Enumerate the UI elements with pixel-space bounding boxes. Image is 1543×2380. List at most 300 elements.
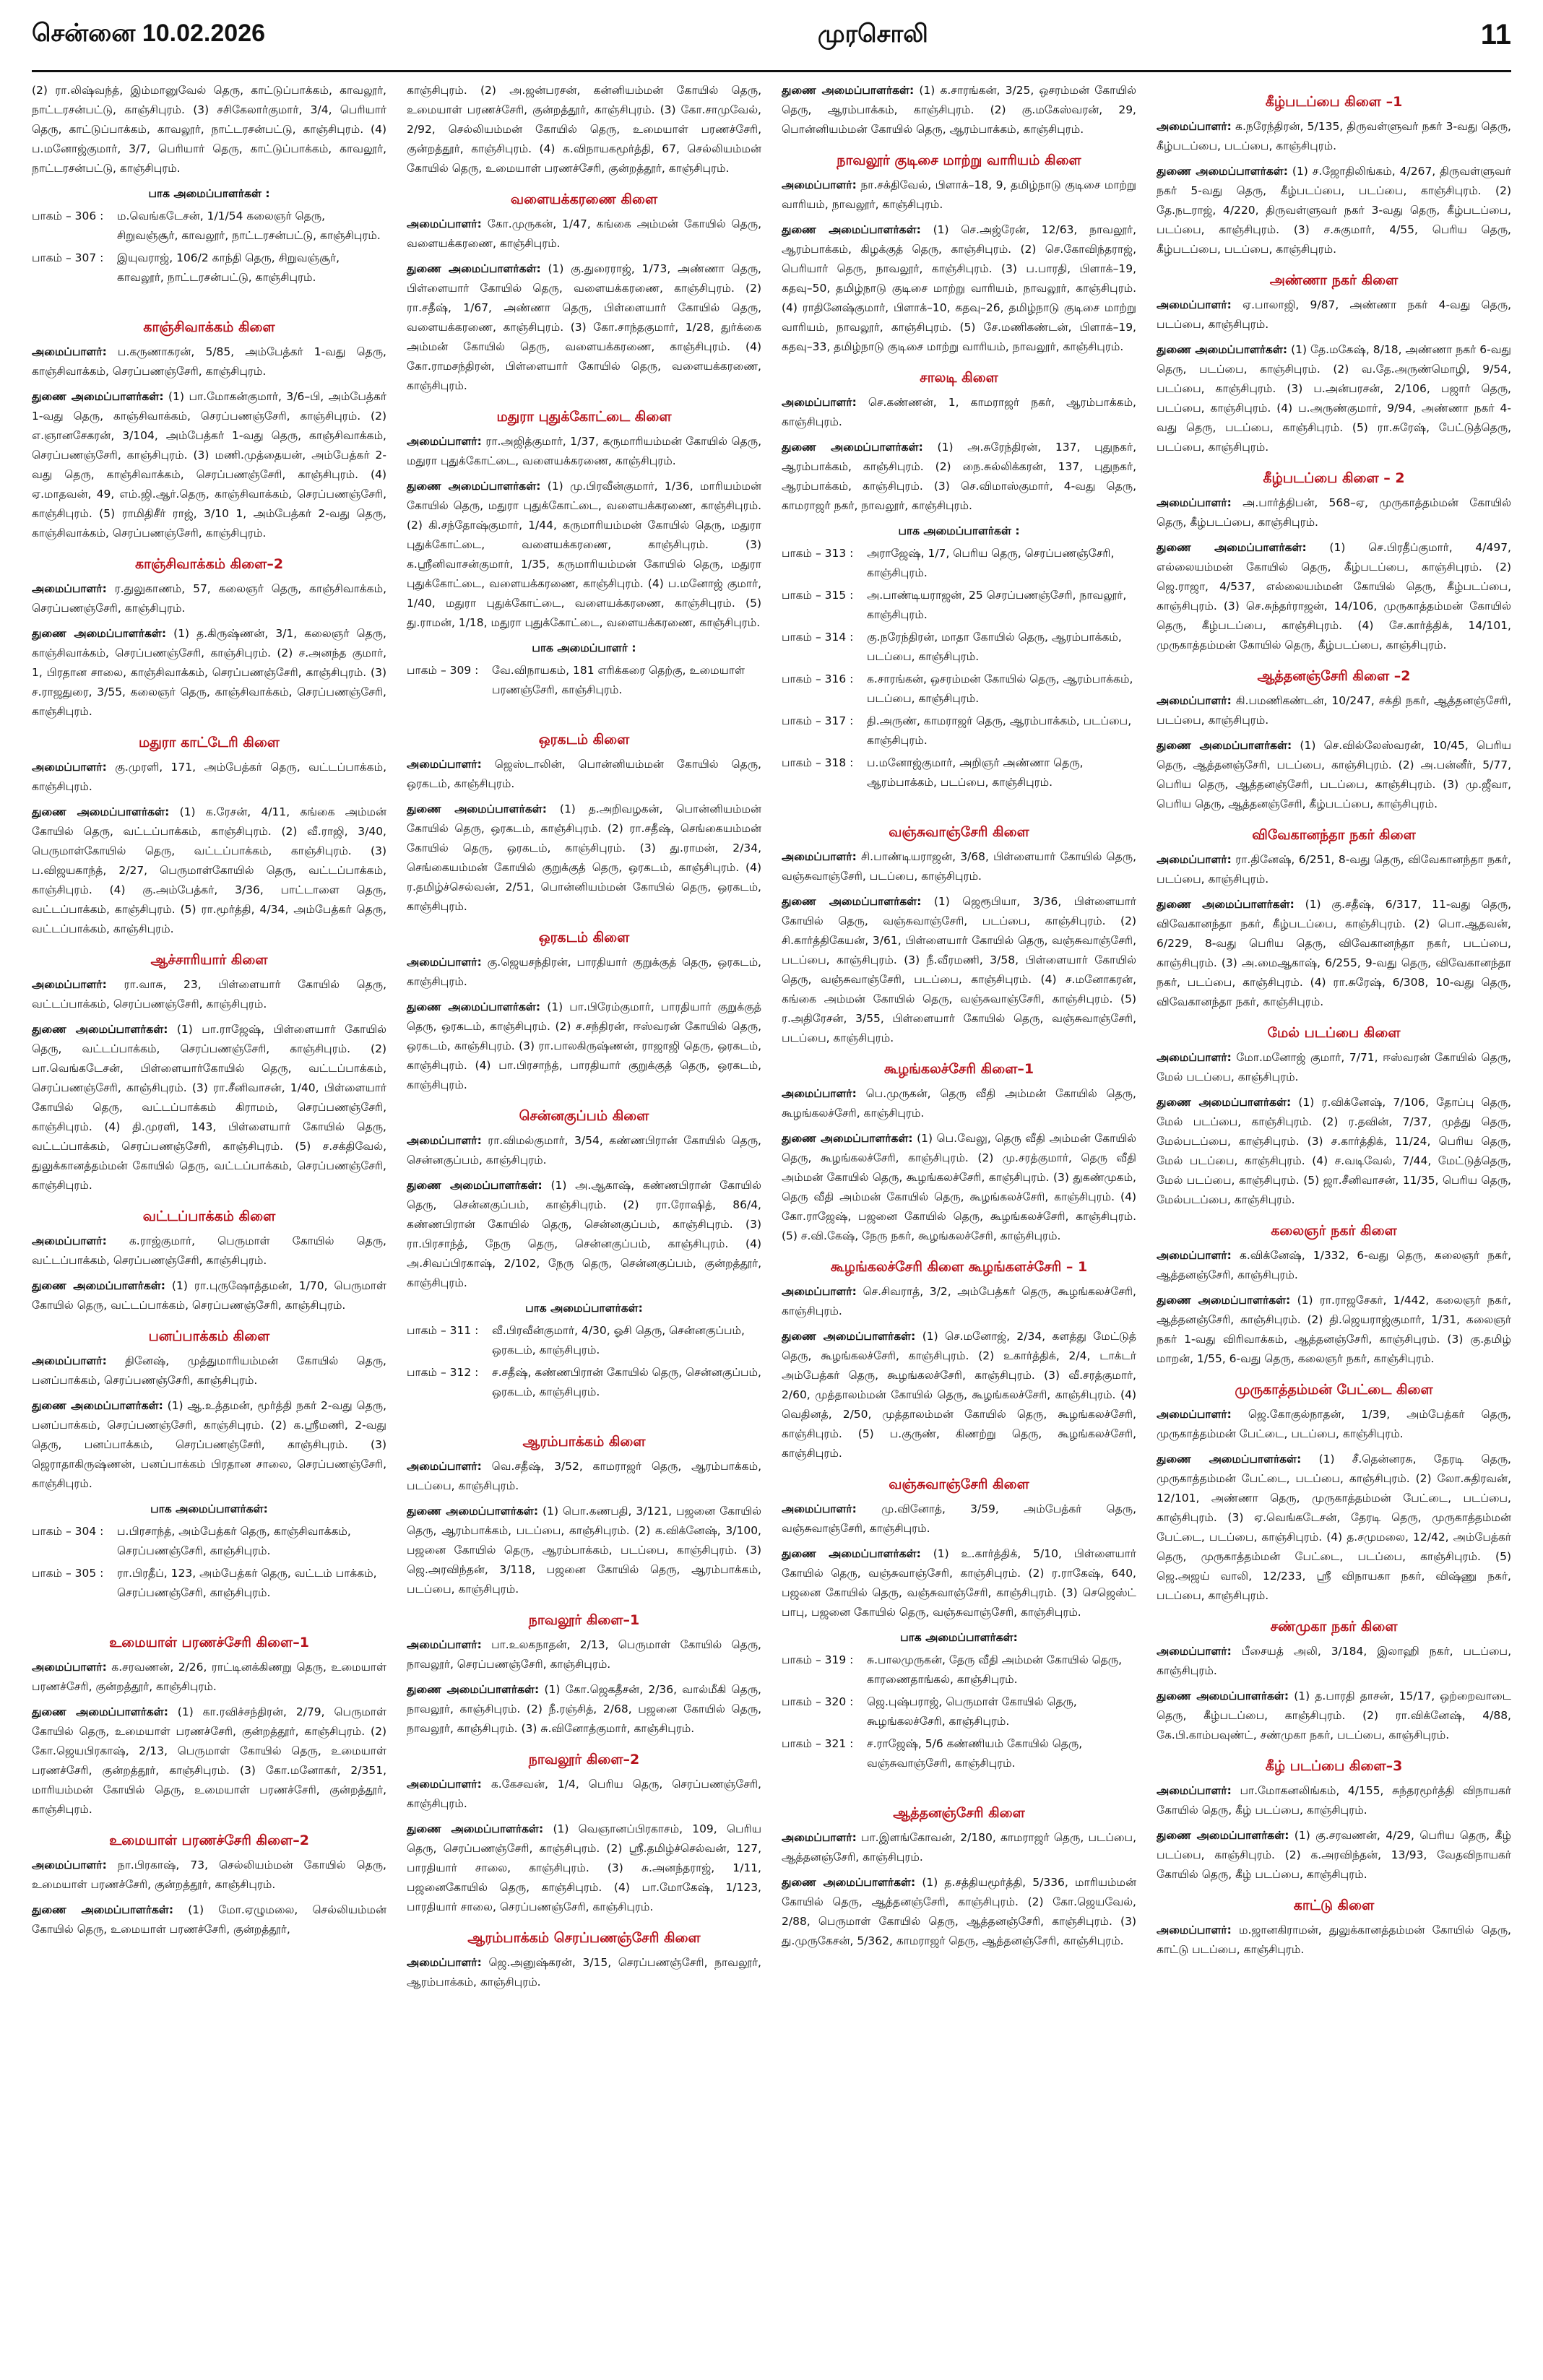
role-label: துணை அமைப்பாளர்கள்:	[782, 223, 921, 236]
role-label: அமைப்பாளர்:	[1157, 1051, 1232, 1064]
entry-paragraph	[1157, 1093, 1511, 1210]
booth-entry	[782, 753, 1136, 792]
entry-text: கு.ஜெயசந்திரன், பாரதியார் குறுக்குத் தெரு, ஒரகடம், காஞ்சிபுரம்.	[407, 956, 761, 988]
booth-number: பாகம் – 304 :	[32, 1525, 104, 1538]
section-heading: ஆரம்பாக்கம் கிளை	[522, 1434, 646, 1450]
booth-text: வே.விநாயகம், 181 எரிக்கரை தெற்கு, உமையாள் பரணஞ்சேரி, காஞ்சிபுரம்.	[492, 664, 745, 696]
role-label: அமைப்பாளர்:	[1157, 694, 1232, 707]
booth-text: ப.பிரசாந்த், அம்பேத்கர் தெரு, காஞ்சிவாக்கம், செரப்பணஞ்சேரி, காஞ்சிபுரம்.	[117, 1525, 351, 1557]
booth-text: ஜெ.புஷ்பராஜ், பெருமாள் கோயில் தெரு, கூழங்கலச்சேரி, காஞ்சிபுரம்.	[867, 1695, 1077, 1728]
booth-text: சு.பாலமுருகன், தேரு வீதி அம்மன் கோயில் தெரு, காரணைதாங்கல், காஞ்சிபுரம்.	[867, 1653, 1123, 1686]
section-heading: காட்டு கிளை	[1293, 1897, 1375, 1913]
section-heading: நாவலூர் குடிசை மாற்று வாரியம் கிளை	[837, 152, 1081, 168]
entry-text: (1) கோ.ஜெகதீசன், 2/36, வால்மீகி தெரு, நாவலூர், காஞ்சிபுரம். (2) நீ.ரஞ்சித், 2/68, பஜனை கோயில் தெரு, நாவலூர், காஞ்சிபுரம். (3) சு.வினோத்குமார், காஞ்சிபுரம்.	[407, 1683, 761, 1735]
role-label: அமைப்பாளர்:	[782, 178, 857, 191]
section-heading: காஞ்சிவாக்கம் கிளை	[143, 319, 275, 335]
booth-text: ரா.பிரதீப், 123, அம்பேத்கர் தெரு, வட்டம் பாக்கம், செரப்பணஞ்சேரி, காஞ்சிபுரம்.	[117, 1567, 377, 1599]
entry-paragraph	[32, 1702, 386, 1819]
entry-paragraph	[407, 1775, 761, 1814]
section-heading: அண்ணா நகர் கிளை	[1269, 272, 1399, 288]
entry-text: (1) பொ.கணபதி, 3/121, பஜனை கோயில் தெரு, ஆரம்பாக்கம், படப்பை, காஞ்சிபுரம். (2) க.விக்னேஷ், 3/100, பஜனை கோயில் தெரு, ஆரம்பாக்கம், படப்பை, காஞ்சிபுரம். (3) ஜெ.அரவிந்தன், 3/118, பஜனை கோயில் தெரு, ஆரம்பாக்கம், படப்பை, காஞ்சிபுரம்.	[407, 1505, 761, 1596]
booth-entry	[782, 1734, 1136, 1773]
entry-text: பா.மோகனலிங்கம், 4/155, சுந்தரமூர்த்தி விநாயகர் கோயில் தெரு, கீழ் படப்பை, காஞ்சிபுரம்.	[1157, 1784, 1511, 1817]
column-2	[407, 81, 761, 2369]
role-label: துணை அமைப்பாளர்கள்:	[32, 1279, 165, 1292]
section-heading: ஆத்தனஞ்சேரி கிளை	[893, 1805, 1025, 1821]
subsection-heading: பாக அமைப்பாளர்கள்:	[900, 1631, 1018, 1644]
entry-paragraph	[1157, 850, 1511, 889]
entry-text: ஜெ.கோகுல்நாதன், 1/39, அம்பேத்கர் தெரு, முருகாத்தம்மன் பேட்டை, படப்பை, காஞ்சிபுரம்.	[1157, 1408, 1511, 1440]
entry-text: (1) வெஞானப்பிரகாசம், 109, பெரிய தெரு, செரப்பணஞ்சேரி, காஞ்சிபுரம். (2) ஸ்ரீ.தமிழ்ச்செல்வன், 127, பாரதியார் சாலை, காஞ்சிபுரம். (3) சு.அனந்தராஜ், 1/11, பஜனைகோயில் தெரு, காஞ்சிபுரம். (4) பா.மோகேஷ், 1/123, பாரதியார் சாலை, செரப்பணஞ்சேரி, காஞ்சிபுரம்.	[407, 1822, 761, 1913]
role-label: அமைப்பாளர்:	[407, 217, 482, 230]
section-heading: வஞ்சுவாஞ்சேரி கிளை	[889, 824, 1029, 840]
booth-entry	[407, 1363, 761, 1402]
role-label: அமைப்பாளர்:	[1157, 1249, 1232, 1262]
subsection-heading: பாக அமைப்பாளர் :	[532, 641, 636, 654]
booth-entry	[407, 1321, 761, 1360]
entry-text: பா.இளங்கோவன், 2/180, காமராஜர் தெரு, படப்பை, ஆத்தனஞ்சேரி, காஞ்சிபுரம்.	[782, 1831, 1136, 1864]
role-label: துணை அமைப்பாளர்கள்:	[782, 84, 915, 97]
role-label: துணை அமைப்பாளர்கள்:	[782, 1547, 921, 1560]
entry-text: ம.ஜானகிராமன், துலுக்கானத்தம்மன் கோயில் தெரு, காட்டு படப்பை, காஞ்சிபுரம்.	[1157, 1924, 1511, 1956]
section-heading: வஞ்சுவாஞ்சேரி கிளை	[889, 1476, 1029, 1492]
entry-paragraph	[782, 176, 1136, 215]
entry-paragraph	[1157, 1048, 1511, 1087]
entry-text: அ.பார்த்திபன், 568–ஏ, முருகாத்தம்மன் கோயில் தெரு, கீழ்படப்பை, காஞ்சிபுரம்.	[1157, 496, 1511, 529]
role-label: அமைப்பாளர்:	[782, 850, 857, 863]
booth-number: பாகம் – 319 :	[782, 1653, 854, 1666]
entry-paragraph	[32, 1900, 386, 1939]
booth-number: பாகம் – 321 :	[782, 1737, 854, 1750]
role-label: அமைப்பாளர்:	[782, 1087, 857, 1100]
entry-text: (1) கு.சதீஷ், 6/317, 11-வது தெரு, விவேகானந்தா நகர், கீழ்படப்பை, காஞ்சிபுரம். (2) பொ.ஆதவன், 6/229, 8-வது பெரிய தெரு, விவேகானந்தா நகர், படப்பை, காஞ்சிபுரம். (3) அ.மைஆகாஷ், 6/255, 9-வது தெரு, விவேகானந்தா நகர், படப்பை, காஞ்சிபுரம். (4) ரா.சுரேஷ், 6/308, 10-வது தெரு, விவேகானந்தா நகர், காஞ்சிபுரம்.	[1157, 898, 1511, 1008]
entry-paragraph	[32, 624, 386, 722]
section-heading: கீழ் படப்பை கிளை–3	[1265, 1758, 1403, 1774]
entry-text: செ.சிவராத், 3/2, அம்பேத்கர் தெரு, கூழங்கலச்சேரி, காஞ்சிபுரம்.	[782, 1285, 1136, 1317]
entry-paragraph	[407, 1635, 761, 1674]
entry-text: க.விக்னேஷ், 1/332, 6-வது தெரு, கலைஞர் நகர், ஆத்தனஞ்சேரி, காஞ்சிபுரம்.	[1157, 1249, 1511, 1281]
entry-text: (1) செ.மனோஜ், 2/34, களத்து மேட்டுத் தெரு, கூழங்கலச்சேரி, காஞ்சிபுரம். (2) உகார்த்திக், 2/4, டாக்டர் அம்பேத்கர் தெரு, கூழங்கலச்சேரி, காஞ்சிபுரம். (3) வீ.சரத்குமார், 2/60, முத்தாலம்மன் கோயில் தெரு, கூழங்கலச்சேரி, காஞ்சிபுரம். (4) வெதினத், 2/50, முத்தாலம்மன் கோயில் தெரு, கூழங்கலச்சேரி, காஞ்சிபுரம். (5) ப.குருண், கிணற்று தெரு, கூழங்கலச்சேரி, காஞ்சிபுரம்.	[782, 1330, 1136, 1460]
entry-text: மு.வினோத், 3/59, அம்பேத்கர் தெரு, வஞ்சுவாஞ்சேரி, காஞ்சிபுரம்.	[782, 1502, 1136, 1535]
entry-text: (1) செ.வில்லேஸ்வரன், 10/45, பெரிய தெரு, ஆத்தனஞ்சேரி, படப்பை, காஞ்சிபுரம். (2) அ.பன்னீர், 5/77, பெரிய தெரு, ஆத்தனஞ்சேரி, படப்பை, காஞ்சிபுரம். (3) மு.ஜீவா, பெரிய தெரு, ஆத்தனஞ்சேரி, கீழ்படப்பை, காஞ்சிபுரம்.	[1157, 739, 1511, 810]
role-label: அமைப்பாளர்:	[32, 1858, 107, 1871]
entry-paragraph	[32, 1232, 386, 1271]
section-heading: மதுரா காட்டேரி கிளை	[139, 735, 280, 750]
booth-text: அ.பாண்டியராஜன், 25 செரப்பணஞ்சேரி, நாவலூர், காஞ்சிபுரம்.	[867, 589, 1127, 621]
entry-paragraph	[1157, 117, 1511, 156]
entry-text: (1) அ.சுரேந்திரன், 137, புதுநகர், ஆரம்பாக்கம், காஞ்சிபுரம். (2) நை.சுல்லிக்கரன், 137, புதுநகர், ஆரம்பாக்கம், காஞ்சிபுரம். (3) செ.விமாஸ்குமார், 4-வது தெரு, காமராஜர் நகர், நாவலூர், காஞ்சிபுரம்.	[782, 441, 1136, 512]
booth-entry	[782, 1692, 1136, 1731]
entry-paragraph	[32, 1856, 386, 1895]
role-label: துணை அமைப்பாளர்கள்:	[407, 1000, 541, 1013]
booth-text: க.சாரங்கன், ஒசரம்மன் கோயில் தெரு, ஆரம்பாக்கம், படப்பை, காஞ்சிபுரம்.	[867, 672, 1133, 705]
entry-paragraph	[1157, 691, 1511, 730]
spacer	[32, 1606, 386, 1622]
booth-number: பாகம் – 313 :	[782, 547, 854, 560]
section-heading: கீழ்படப்பை கிளை –1	[1265, 94, 1403, 110]
entry-paragraph	[407, 259, 761, 396]
booth-number: பாகம் – 307 :	[32, 251, 104, 264]
role-label: அமைப்பாளர்:	[1157, 120, 1232, 133]
entry-text: (1) பா.ராஜேஷ், பிள்ளையார் கோயில் தெரு, வட்டப்பாக்கம், செரப்பணஞ்சேரி, காஞ்சிபுரம். (2) பா.வெங்கடேசன், பிள்ளையார்கோயில் தெரு, வட்டப்பாக்கம், செரப்பணஞ்சேரி, காஞ்சிபுரம். (3) ரா.சீனிவாசன், 1/40, பிள்ளையார் கோயில் தெரு, வட்டப்பாக்கம் கிராமம், செரப்பணஞ்சேரி, காஞ்சிபுரம். (4) தி.முரளி, 143, பிள்ளையார் கோயில் தெரு, வட்டப்பாக்கம், செரப்பணஞ்சேரி, காஞ்சிபுரம். (5) ச.சக்திவேல், துலுக்கானத்தம்மன் கோயில் தெரு, வட்டப்பாக்கம், செரப்பணஞ்சேரி, காஞ்சிபுரம்.	[32, 1023, 386, 1192]
column-3	[782, 81, 1136, 2369]
entry-paragraph	[1157, 538, 1511, 655]
entry-paragraph	[1157, 736, 1511, 814]
column-1	[32, 81, 386, 2369]
subsection-heading: பாக அமைப்பாளர்கள் :	[148, 187, 270, 200]
entry-text: தினேஷ், முத்துமாரியம்மன் கோயில் தெரு, பனப்பாக்கம், செரப்பணஞ்சேரி, காஞ்சிபுரம்.	[32, 1354, 386, 1387]
entry-paragraph	[782, 892, 1136, 1048]
entry-text: சி.பாண்டியராஜன், 3/68, பிள்ளையார் கோயில் தெரு, வஞ்சுவாஞ்சேரி, படப்பை, காஞ்சிபுரம்.	[782, 850, 1136, 883]
section-heading: கூழங்கலச்சேரி கிளை–1	[883, 1061, 1034, 1077]
entry-paragraph	[1157, 295, 1511, 334]
entry-text: (1) க.சாரங்கன், 3/25, ஒசரம்மன் கோயில் தெரு, ஆரம்பாக்கம், காஞ்சிபுரம். (2) கு.மகேஸ்வரன், 29, பொன்னியம்மன் கோயில் தெரு, ஆரம்பாக்கம், காஞ்சிபுரம்.	[782, 84, 1136, 136]
role-label: அமைப்பாளர்:	[1157, 1408, 1232, 1421]
booth-text: ம.வெங்கடேசன், 1/1/54 கலைஞர் தெரு, சிறுவஞ்சூர், காவலூர், நாட்டரசன்பட்டு, காஞ்சிபுரம்.	[117, 209, 381, 242]
entry-paragraph	[1157, 1291, 1511, 1369]
booth-number: பாகம் – 318 :	[782, 756, 854, 769]
entry-text: நா.பிரகாஷ், 73, செல்லியம்மன் கோயில் தெரு, உமையாள் பரணச்சேரி, குன்றத்தூர், காஞ்சிபுரம்.	[32, 1858, 386, 1891]
spacer	[782, 1776, 1136, 1792]
booth-number: பாகம் – 312 :	[407, 1366, 479, 1379]
entry-text: ர.துலுகாணம், 57, கலைஞர் தெரு, காஞ்சிவாக்கம், செரப்பணஞ்சேரி, காஞ்சிபுரம்.	[32, 582, 386, 615]
booth-text: ச.ராஜேஷ், 5/6 கண்ணியம் கோயில் தெரு, வஞ்சுவாஞ்சேரி, காஞ்சிபுரம்.	[867, 1737, 1083, 1770]
entry-paragraph	[32, 342, 386, 381]
role-label: அமைப்பாளர்:	[407, 1778, 482, 1791]
role-label: துணை அமைப்பாளர்கள்:	[1157, 165, 1288, 178]
entry-text: ரா.தினேஷ், 6/251, 8-வது தெரு, விவேகானந்தா நகர், படப்பை, காஞ்சிபுரம்.	[1157, 853, 1511, 886]
section-heading: கீழ்படப்பை கிளை – 2	[1263, 470, 1405, 486]
entry-paragraph	[1157, 1246, 1511, 1285]
entry-paragraph	[1157, 1921, 1511, 1960]
section-heading: கூழங்கலச்சேரி கிளை கூழங்களச்சேரி – 1	[830, 1259, 1088, 1275]
entry-paragraph	[782, 1873, 1136, 1951]
entry-text: ஏ.பாலாஜி, 9/87, அண்ணா நகர் 4-வது தெரு, படப்பை, காஞ்சிபுரம்.	[1157, 298, 1511, 331]
entry-paragraph	[407, 1502, 761, 1599]
section-heading: வளையக்கரணை கிளை	[510, 191, 658, 207]
role-label: துணை அமைப்பாளர்கள்:	[32, 627, 167, 640]
section-heading: ஒரகடம் கிளை	[538, 930, 630, 945]
entry-text: (1) ரா.புருஷோத்தமன், 1/70, பெருமாள் கோயில் தெரு, வட்டப்பாக்கம், செரப்பணஞ்சேரி, காஞ்சிபுரம்.	[32, 1279, 386, 1312]
booth-text: அராஜேஷ், 1/7, பெரிய தெரு, செரப்பணஞ்சேரி, காஞ்சிபுரம்.	[867, 547, 1115, 579]
entry-paragraph	[32, 579, 386, 618]
section-heading: ஆச்சாரியார் கிளை	[150, 952, 268, 968]
booth-entry	[782, 586, 1136, 625]
role-label: துணை அமைப்பாளர்கள்:	[782, 1132, 913, 1145]
entry-paragraph	[407, 1131, 761, 1170]
role-label: அமைப்பாளர்:	[407, 956, 482, 969]
booth-number: பாகம் – 311 :	[407, 1324, 479, 1337]
booth-entry	[32, 1564, 386, 1603]
role-label: அமைப்பாளர்:	[782, 1285, 857, 1298]
entry-text: நா.சக்திவேல், பிளாக்–18, 9, தமிழ்நாடு குடிசை மாற்று வாரியம், நாவலூர், காஞ்சிபுரம்.	[782, 178, 1136, 211]
role-label: துணை அமைப்பாளர்கள்:	[1157, 739, 1292, 752]
entry-paragraph	[407, 998, 761, 1095]
entry-text: மோ.மனோஜ் குமார், 7/71, ஈஸ்வரன் கோயில் தெரு, மேல் படப்பை, காஞ்சிபுரம்.	[1157, 1051, 1511, 1083]
booth-text: ப.மனோஜ்குமார், அறிஞர் அண்ணா தெரு, ஆரம்பாக்கம், படப்பை, காஞ்சிபுரம்.	[867, 756, 1084, 789]
entry-paragraph	[1157, 1450, 1511, 1606]
spacer	[407, 1405, 761, 1421]
role-label: அமைப்பாளர்:	[1157, 298, 1232, 311]
entry-text: க.கேசவன், 1/4, பெரிய தெரு, செரப்பணஞ்சேரி, காஞ்சிபுரம்.	[407, 1778, 761, 1810]
section-heading: மதுரா புதுக்கோட்டை கிளை	[496, 409, 672, 425]
section-heading: பனப்பாக்கம் கிளை	[148, 1328, 270, 1344]
entry-paragraph	[782, 1500, 1136, 1539]
entry-text: (1) ரா.ராஜசேகர், 1/442, கலைஞர் நகர், ஆத்தனஞ்சேரி, காஞ்சிபுரம். (2) தி.ஜெயராஜ்குமார், 1/31, கலைஞர் நகர் 1-வது விரிவாக்கம், ஆத்தனஞ்சேரி, காஞ்சிபுரம். (3) கு.தமிழ் மாறன், 1/55, 6-வது தெரு, கலைஞர் நகர், காஞ்சிபுரம்.	[1157, 1294, 1511, 1365]
entry-text: (1) ர.விக்னேஷ், 7/106, தோப்பு தெரு, மேல் படப்பை, காஞ்சிபுரம். (2) ர.தவின், 7/37, முத்து தெரு, மேல்படப்பை, காஞ்சிபுரம். (3) ச.கார்த்திக், 11/24, பெரிய தெரு, மேல் படப்பை, காஞ்சிபுரம். (4) ச.வடிவேல், 7/44, மேட்டுத்தெரு, மேல் படப்பை, காஞ்சிபுரம். (5) ஜா.சீனிவாசன், 11/35, பெரிய தெரு, மேல்படப்பை, காஞ்சிபுரம்.	[1157, 1096, 1511, 1206]
entry-paragraph	[782, 220, 1136, 357]
role-label: அமைப்பாளர்:	[407, 1638, 482, 1651]
booth-number: பாகம் – 317 :	[782, 714, 854, 727]
entry-text: (1) உ.கார்த்திக், 5/10, பிள்ளையார் கோயில் தெரு, வஞ்சுவாஞ்சேரி, காஞ்சிபுரம். (2) ர.ராகேஷ், 640, பஜனை கோயில் தெரு, வஞ்சுவாஞ்சேரி, காஞ்சிபுரம். (3) செஜெஸ்ட் பாபு, பஜனை கோயில் தெரு, வஞ்சுவாஞ்சேரி, காஞ்சிபுரம்.	[782, 1547, 1136, 1619]
entry-paragraph	[1157, 1826, 1511, 1884]
role-label: அமைப்பாளர்:	[782, 1831, 857, 1844]
entry-paragraph	[32, 387, 386, 543]
role-label: அமைப்பாளர்:	[32, 582, 107, 595]
entry-paragraph	[407, 1457, 761, 1496]
entry-text: ஜெ.அனுஷ்கரன், 3/15, செரப்பணஞ்சேரி, நாவலூர், ஆரம்பாக்கம், காஞ்சிபுரம்.	[407, 1956, 761, 1989]
booth-entry	[407, 661, 761, 700]
entry-text: (1) தே.மகேஷ், 8/18, அண்ணா நகர் 6-வது தெரு, படப்பை, காஞ்சிபுரம். (2) வ.தே.அருண்மொழி, 9/54, படப்பை, காஞ்சிபுரம். (3) ப.அன்பரசன், 2/106, பஜார் தெரு, படப்பை, காஞ்சிபுரம். (4) ப.அருண்குமார், 9/94, அண்ணா நகர் 4-வது தெரு, படப்பை, காஞ்சிபுரம். (5) ரா.சுரேஷ், பேட்டுத்தெரு, படப்பை, காஞ்சிபுரம்.	[1157, 343, 1511, 454]
booth-number: பாகம் – 314 :	[782, 631, 854, 644]
entry-paragraph	[782, 1327, 1136, 1463]
section-heading: கலைஞர் நகர் கிளை	[1271, 1223, 1397, 1239]
entry-paragraph	[32, 975, 386, 1014]
section-heading: சாலடி கிளை	[920, 370, 998, 386]
entry-text: (1) ஆ.உத்தமன், மூர்த்தி நகர் 2-வது தெரு, பனப்பாக்கம், செரப்பணஞ்சேரி, காஞ்சிபுரம். (2) க.ஸ்ரீமணி, 2-வது தெரு, பனப்பாக்கம், செரப்பணஞ்சேரி, காஞ்சிபுரம். (3) ஜெராதாகிருஷ்ணன், பனப்பாக்கம் பிரதான சாலை, செரப்பணஞ்சேரி, காஞ்சிபுரம்.	[32, 1399, 386, 1490]
role-label: துணை அமைப்பாளர்கள்:	[32, 1399, 163, 1412]
role-label: துணை அமைப்பாளர்கள்:	[32, 1023, 168, 1036]
entry-paragraph	[32, 1658, 386, 1697]
role-label: அமைப்பாளர்:	[407, 1956, 482, 1969]
entry-paragraph	[782, 393, 1136, 432]
entry-text: (1) பா.பிரேம்குமார், பாரதியார் குறுக்குத் தெரு, ஒரகடம், காஞ்சிபுரம். (2) ச.சந்திரன், ஈஸ்வரன் கோயில் தெரு, ஒரகடம், காஞ்சிபுரம். (3) ரா.பாலகிருஷ்ணன், ராஜாஜி தெரு, ஒரகடம், காஞ்சிபுரம். (4) பா.பிரசாந்த், பாரதியார் குறுக்குத் தெரு, ஒரகடம், காஞ்சிபுரம்.	[407, 1000, 761, 1091]
entry-text: ரா.வாசு, 23, பிள்ளையார் கோயில் தெரு, வட்டப்பாக்கம், செரப்பணஞ்சேரி, காஞ்சிபுரம்.	[32, 978, 386, 1011]
role-label: துணை அமைப்பாளர்கள்:	[32, 390, 164, 403]
booth-entry	[32, 248, 386, 287]
role-label: துணை அமைப்பாளர்கள்:	[407, 1179, 543, 1192]
entry-text: (1) ச.ஜோதிலிங்கம், 4/267, திருவள்ளுவர் நகர் 5-வது தெரு, கீழ்படப்பை, படப்பை, காஞ்சிபுரம். (2) தே.நடராஜ், 4/220, திருவள்ளுவர் நகர் 3-வது தெரு, கீழ்படப்பை, படப்பை, காஞ்சிபுரம். (3) ச.சுகுமார், 4/55, பெரிய தெரு, கீழ்படப்பை, படப்பை, காஞ்சிபுரம்.	[1157, 165, 1511, 256]
booth-text: இயுவராஜ், 106/2 காந்தி தெரு, சிறுவஞ்சூர், காவலூர், நாட்டரசன்பட்டு, காஞ்சிபுரம்.	[117, 251, 340, 284]
entry-text: கி.பமணிகண்டன், 10/247, சக்தி நகர், ஆத்தனஞ்சேரி, படப்பை, காஞ்சிபுரம்.	[1157, 694, 1511, 727]
entry-paragraph	[407, 800, 761, 917]
entry-paragraph	[407, 215, 761, 254]
entry-paragraph	[407, 1680, 761, 1739]
entry-text: (1) த.பாரதி தாசன், 15/17, ஒற்றைவாடை தெரு, கீழ்படப்பை, காஞ்சிபுரம். (2) ரா.விக்னேஷ், 4/88, கே.பி.காம்பவுண்ட், சண்முகா நகர், படப்பை, காஞ்சிபுரம்.	[1157, 1689, 1511, 1741]
spacer	[782, 795, 1136, 811]
entry-text: ப.கருணாகரன், 5/85, அம்பேத்கர் 1-வது தெரு, காஞ்சிவாக்கம், செரப்பணஞ்சேரி, காஞ்சிபுரம்.	[32, 345, 386, 378]
entry-paragraph	[32, 1020, 386, 1195]
entry-text: கு.முரளி, 171, அம்பேத்கர் தெரு, வட்டப்பாக்கம், காஞ்சிபுரம்.	[32, 761, 386, 793]
entry-text: (1) செ.பிரதீப்குமார், 4/497, எல்லையம்மன் கோயில் தெரு, கீழ்படப்பை, காஞ்சிபுரம். (2) ஜெ.ராஜா, 4/537, எல்லையம்மன் கோயில் தெரு, கீழ்படப்பை, காஞ்சிபுரம். (3) செ.சுந்தர்ராஜன், 14/106, முருகாத்தம்மன் கோயில் தெரு, கீழ்படப்பை, காஞ்சிபுரம். (4) சே.கார்த்திக், 14/101, முருகாத்தம்மன் கோயில் தெரு, கீழ்படப்பை, காஞ்சிபுரம்.	[1157, 541, 1511, 652]
role-label: துணை அமைப்பாளர்கள்:	[1157, 898, 1295, 911]
entry-paragraph	[782, 1129, 1136, 1246]
role-label: துணை அமைப்பாளர்கள்:	[1157, 1689, 1289, 1702]
role-label: அமைப்பாளர்:	[407, 1460, 482, 1473]
entry-paragraph	[32, 1276, 386, 1315]
role-label: அமைப்பாளர்:	[1157, 1784, 1232, 1797]
role-label: துணை அமைப்பாளர்கள்:	[1157, 1096, 1292, 1109]
entry-text: (1) கா.ரவிச்சந்திரன், 2/79, பெருமாள் கோயில் தெரு, உமையாள் பரணச்சேரி, குன்றத்தூர், காஞ்சிபுரம். (2) கோ.ஜெயபிரகாஷ், 2/13, பெருமாள் கோயில் தெரு, உமையாள் பரணச்சேரி, குன்றத்தூர், காஞ்சிபுரம். (3) கோ.மனோகர், 2/351, மாரியம்மன் கோயில் தெரு, உமையாள் பரணச்சேரி, குன்றத்தூர், காஞ்சிபுரம்.	[32, 1705, 386, 1816]
section-heading: ஒரகடம் கிளை	[538, 732, 630, 748]
subsection-heading: பாக அமைப்பாளர்கள்:	[525, 1302, 643, 1315]
booth-entry	[782, 670, 1136, 709]
entry-text: க.நரேந்திரன், 5/135, திருவள்ளுவர் நகர் 3-வது தெரு, கீழ்படப்பை, படப்பை, காஞ்சிபுரம்.	[1157, 120, 1511, 152]
entry-paragraph	[407, 1176, 761, 1293]
role-label: துணை அமைப்பாளர்கள்:	[407, 480, 541, 493]
entry-paragraph	[782, 1828, 1136, 1867]
columns	[32, 72, 1511, 2369]
entry-text: (1) த.சத்தியமூர்த்தி, 5/336, மாரியம்மன் கோயில் தெரு, ஆத்தனஞ்சேரி, காஞ்சிபுரம். (2) கோ.ஜெயவேல், 2/88, பெருமாள் கோயில் தெரு, ஆத்தனஞ்சேரி, காஞ்சிபுரம். (3) து.முருகேசன், 5/362, காமராஜர் தெரு, ஆத்தனஞ்சேரி, காஞ்சிபுரம்.	[782, 1876, 1136, 1947]
section-heading: நாவலூர் கிளை–2	[528, 1752, 640, 1767]
booth-text: ச.சதீஷ், கண்ணபிரான் கோயில் தெரு, சென்னகுப்பம், ஒரகடம், காஞ்சிபுரம்.	[492, 1366, 761, 1398]
booth-entry	[782, 1650, 1136, 1689]
entry-text: (1) த.அறிவழகன், பொன்னியம்மன் கோயில் தெரு, ஒரகடம், காஞ்சிபுரம். (2) ரா.சதீஷ், செங்கையம்மன் கோயில் தெரு, ஒரகடம், காஞ்சிபுரம். (3) து.ராமன், 2/34, செங்கையம்மன் கோயில் குறுக்குத் தெரு, ஒரகடம், காஞ்சிபுரம். (4) ர.தமிழ்ச்செல்வன், 2/51, பொன்னியம்மன் கோயில் தெரு, ஒரகடம், காஞ்சிபுரம்.	[407, 802, 761, 913]
entry-paragraph	[1157, 162, 1511, 259]
role-label: துணை அமைப்பாளர்கள்:	[782, 1876, 916, 1889]
entry-text: செ.கண்ணன், 1, காமராஜர் நகர், ஆரம்பாக்கம், காஞ்சிபுரம்.	[782, 396, 1136, 428]
section-heading: மேல் படப்பை கிளை	[1267, 1025, 1401, 1041]
role-label: துணை அமைப்பாளர்கள்:	[32, 1705, 168, 1718]
entry-text: கோ.முருகன், 1/47, கங்கை அம்மன் கோயில் தெரு, வளையக்கரணை, காஞ்சிபுரம்.	[407, 217, 761, 250]
entry-text: பீசையத் அலி, 3/184, இலாஹி நகர், படப்பை, காஞ்சிபுரம்.	[1157, 1645, 1511, 1677]
role-label: அமைப்பாளர்:	[32, 1234, 107, 1247]
section-heading: காஞ்சிவாக்கம் கிளை–2	[134, 556, 284, 572]
entry-text: ரா.விமல்குமார், 3/54, கண்ணபிரான் கோயில் தெரு, சென்னகுப்பம், காஞ்சிபுரம்.	[407, 1134, 761, 1167]
entry-paragraph	[782, 1084, 1136, 1123]
entry-paragraph	[782, 1282, 1136, 1321]
role-label: துணை அமைப்பாளர்கள்:	[782, 1330, 916, 1343]
entry-paragraph	[407, 953, 761, 992]
entry-text: (1) ஜெரூபியா, 3/36, பிள்ளையார் கோயில் தெரு, வஞ்சுவாஞ்சேரி, படப்பை, காஞ்சிபுரம். (2) சி.கார்த்திகேயன், 3/61, பிள்ளையார் கோயில் தெரு, வஞ்சுவாஞ்சேரி, படப்பை, காஞ்சிபுரம். (3) நீ.வீரமணி, 3/58, பிள்ளையார் கோயில் தெரு, வஞ்சுவாஞ்சேரி, படப்பை, காஞ்சிபுரம். (4) ச.மனோகரன், கங்கை அம்மன் கோயில் தெரு, வஞ்சுவாஞ்சேரி, காஞ்சிபுரம். (5) ர.அதிரேசன், 3/55, பிள்ளையார் கோயில் தெரு, வஞ்சுவாஞ்சேரி, படப்பை, காஞ்சிபுரம்.	[782, 895, 1136, 1044]
role-label: துணை அமைப்பாளர்கள்:	[782, 895, 922, 908]
entry-text: வெ.சதீஷ், 3/52, காமராஜர் தெரு, ஆரம்பாக்கம், படப்பை, காஞ்சிபுரம்.	[407, 1460, 761, 1492]
booth-text: வீ.பிரவீன்குமார், 4/30, ஓசி தெரு, சென்னகுப்பம், ஒரகடம், காஞ்சிபுரம்.	[492, 1324, 745, 1356]
role-label: துணை அமைப்பாளர்கள்:	[1157, 1294, 1291, 1307]
entry-text: பா.உலகநாதன், 2/13, பெருமாள் கோயில் தெரு, நாவலூர், செரப்பணஞ்சேரி, காஞ்சிபுரம்.	[407, 1638, 761, 1671]
section-heading: ஆரம்பாக்கம் செரப்பணஞ்சேரி கிளை	[467, 1930, 701, 1946]
section-heading: சண்முகா நகர் கிளை	[1270, 1619, 1398, 1635]
entry-paragraph	[782, 438, 1136, 516]
entry-paragraph	[1157, 340, 1511, 457]
section-heading: முருகாத்தம்மன் பேட்டை கிளை	[1235, 1382, 1433, 1398]
section-heading: நாவலூர் கிளை–1	[528, 1612, 640, 1628]
role-label: அமைப்பாளர்:	[32, 1354, 107, 1367]
role-label: அமைப்பாளர்:	[32, 978, 107, 991]
entry-text: (1) த.கிருஷ்ணன், 3/1, கலைஞர் தெரு, காஞ்சிவாக்கம், செரப்பணஞ்சேரி, காஞ்சிபுரம். (2) ச.அனந்த குமார், 1, பிரதான சாலை, காஞ்சிவாக்கம், செரப்பணஞ்சேரி, காஞ்சிபுரம். (3) ச.ராஜதுரை, 3/55, கலைஞர் தெரு, காஞ்சிவாக்கம், செரப்பணஞ்சேரி, காஞ்சிபுரம்.	[32, 627, 386, 718]
entry-text: (1) பெ.வேலு, தெரு வீதி அம்மன் கோயில் தெரு, கூழங்கலச்சேரி, காஞ்சிபுரம். (2) மு.சரத்குமார், தெரு வீதி அம்மன் கோயில் தெரு, கூழங்கலச்சேரி, காஞ்சிபுரம். (3) துகண்முகம், தெரு வீதி அம்மன் கோயில் தெரு, கூழங்கலச்சேரி, காஞ்சிபுரம். (4) கோ.ராஜேஷ், பஜனை கோயில் தெரு, கூழங்கலச்சேரி, காஞ்சிபுரம். (5) ச.வி.கேஷ், நேரு நகர், கூழங்கலச்சேரி, காஞ்சிபுரம்.	[782, 1132, 1136, 1242]
entry-text: (1) கு.துரைராஜ், 1/73, அண்ணா தெரு, பிள்ளையார் கோயில் தெரு, வளையக்கரணை, காஞ்சிபுரம். (2) ரா.சதீஷ், 1/67, அண்ணா தெரு, பிள்ளையார் கோயில் தெரு, வளையக்கரணை, காஞ்சிபுரம். (3) கோ.சாந்தகுமார், 1/28, துர்க்கை அம்மன் கோயில் தெரு, வளையக்கரணை, காஞ்சிபுரம். (4) கோ.ராமசந்திரன், பிள்ளையார் கோயில் தெரு, வளையக்கரணை, காஞ்சிபுரம்.	[407, 262, 761, 392]
role-label: அமைப்பாளர்:	[1157, 496, 1232, 509]
role-label: அமைப்பாளர்:	[32, 345, 107, 358]
entry-text: (1) மு.பிரவீன்குமார், 1/36, மாரியம்மன் கோயில் தெரு, மதுரா புதுக்கோட்டை, வளையக்கரணை, காஞ்சிபுரம். (2) கி.சந்தோஷ்குமார், 1/44, கருமாரியம்மன் கோயில் தெரு, மதுரா புதுக்கோட்டை, வளையக்கரணை, காஞ்சிபுரம். (3) க.ஸ்ரீனிவாசன்குமார், 1/35, கருமாரியம்மன் கோயில் தெரு, மதுரா புதுக்கோட்டை, வளையக்கரணை, காஞ்சிபுரம். (4) ப.மனோஜ் குமார், 1/40, மதுரா புதுக்கோட்டை, வளையக்கரணை, காஞ்சிபுரம். (5) து.ராமன், 1/18, மதுரா புதுக்கோட்டை, வளையக்கரணை, காஞ்சிபுரம்.	[407, 480, 761, 629]
entry-text: (1) பா.மோகன்குமார், 3/6–பி, அம்பேத்கர் 1-வது தெரு, காஞ்சிவாக்கம், செரப்பணஞ்சேரி, காஞ்சிபுரம். (2) எ.ஞானசேகரன், 3/104, அம்பேத்கர் 1-வது தெரு, காஞ்சிவாக்கம், செரப்பணஞ்சேரி, காஞ்சிபுரம். (3) மணி.முத்தையன், அம்பேத்கர் 2-வது தெரு, காஞ்சிவாக்கம், செரப்பணஞ்சேரி, காஞ்சிபுரம். (4) ஏ.மாதவன், 49, எம்.ஜி.ஆர்.தெரு, காஞ்சிவாக்கம், செரப்பணஞ்சேரி, காஞ்சிபுரம். (5) ராமிதிசீர் ராஜ், 3/10 1, அம்பேத்கர் 2-வது தெரு, காஞ்சிவாக்கம், செரப்பணஞ்சேரி, காஞ்சிபுரம்.	[32, 390, 386, 540]
entry-paragraph	[1157, 1687, 1511, 1745]
entry-text: ஜெஸ்டாலின், பொன்னியம்மன் கோயில் தெரு, ஒரகடம், காஞ்சிபுரம்.	[407, 758, 761, 790]
entry-paragraph	[32, 1351, 386, 1390]
entry-text: (2) ரா.லிஷ்வந்த், இம்மானுவேல் தெரு, காட்டுப்பாக்கம், காவலூர், நாட்டரசன்பட்டு, காஞ்சிபுரம். (3) சசிகேலார்குமார், 3/4, பெரியார் தெரு, காட்டுப்பாக்கம், காவலூர், நாட்டரசன்பட்டு, காஞ்சிபுரம். (4) ப.மனோஜ்குமார், 3/7, பெரியார் தெரு, காட்டுப்பாக்கம், காவலூர், நாட்டரசன்பட்டு, காஞ்சிபுரம்.	[32, 84, 386, 175]
entry-paragraph	[32, 802, 386, 939]
entry-paragraph	[1157, 1405, 1511, 1444]
booth-number: பாகம் – 309 :	[407, 664, 479, 677]
entry-text: பெ.முருகன், தெரு வீதி அம்மன் கோயில் தெரு, கூழங்கலச்சேரி, காஞ்சிபுரம்.	[782, 1087, 1136, 1120]
spacer	[407, 703, 761, 719]
entry-paragraph	[32, 81, 386, 178]
entry-paragraph	[407, 755, 761, 794]
booth-number: பாகம் – 316 :	[782, 672, 854, 685]
section-heading: வட்டப்பாக்கம் கிளை	[142, 1208, 276, 1224]
booth-number: பாகம் – 315 :	[782, 589, 854, 602]
booth-entry	[782, 544, 1136, 583]
role-label: அமைப்பாளர்:	[1157, 1645, 1232, 1658]
booth-entry	[32, 207, 386, 246]
entry-paragraph	[407, 1819, 761, 1917]
role-label: அமைப்பாளர்:	[782, 396, 857, 409]
entry-text: ரா.அஜித்குமார், 1/37, கருமாரியம்மன் கோயில் தெரு, மதுரா புதுக்கோட்டை, வளையக்கரணை, காஞ்சிபுரம்.	[407, 435, 761, 467]
role-label: துணை அமைப்பாளர்கள்:	[1157, 343, 1288, 356]
role-label: அமைப்பாளர்:	[32, 761, 107, 774]
entry-paragraph	[32, 758, 386, 797]
spacer	[32, 290, 386, 306]
entry-text: (1) கு.சரவணன், 4/29, பெரிய தெரு, கீழ் படப்பை, காஞ்சிபுரம். (2) க.அரவிந்தன், 13/93, வேதவிநாயகர் கோயில் தெரு, கீழ் படப்பை, காஞ்சிபுரம்.	[1157, 1829, 1511, 1881]
booth-number: பாகம் – 306 :	[32, 209, 104, 222]
entry-text: (1) க.ரேசன், 4/11, கங்கை அம்மன் கோயில் தெரு, வட்டப்பாக்கம், காஞ்சிபுரம். (2) வீ.ராஜி, 3/40, பெருமாள்கோயில் தெரு, வட்டப்பாக்கம், காஞ்சிபுரம். (3) ப.விஜயகாந்த், 2/27, பெருமாள்கோயில் தெரு, வட்டப்பாக்கம், காஞ்சிபுரம். (4) கு.அம்பேத்கர், 3/36, பாட்டாளை தெரு, வட்டப்பாக்கம், காஞ்சிபுரம். (5) ரா.மூர்த்தி, 4/34, அம்பேத்கர் தெரு, வட்டப்பாக்கம், காஞ்சிபுரம்.	[32, 805, 386, 935]
entry-paragraph	[782, 847, 1136, 886]
role-label: அமைப்பாளர்:	[407, 758, 482, 771]
booth-number: பாகம் – 305 :	[32, 1567, 104, 1580]
role-label: துணை அமைப்பாளர்கள்:	[1157, 1829, 1289, 1842]
role-label: துணை அமைப்பாளர்கள்:	[782, 441, 923, 454]
booth-text: கு.நரேந்திரன், மாதா கோயில் தெரு, ஆரம்பாக்கம், படப்பை, காஞ்சிபுரம்.	[867, 631, 1122, 663]
section-heading: உமையாள் பரணச்சேரி கிளை–2	[109, 1832, 309, 1848]
section-heading: விவேகானந்தா நகர் கிளை	[1252, 827, 1416, 843]
booth-entry	[782, 628, 1136, 667]
entry-paragraph	[407, 477, 761, 633]
entry-text: (1) அ.ஆகாஷ், கண்ணபிரான் கோயில் தெரு, சென்னகுப்பம், காஞ்சிபுரம். (2) ரா.ரோஷித், 86/4, கண்ணபிரான் கோயில் தெரு, சென்னகுப்பம், காஞ்சிபுரம். (3) ரா.பிரசாந்த், நேரு தெரு, சென்னகுப்பம், காஞ்சிபுரம். (4) அ.சிவப்பிரகாஷ், 2/102, நேரு தெரு, சென்னகுப்பம், குன்றத்தூர், காஞ்சிபுரம்.	[407, 1179, 761, 1289]
page-number: 11	[1480, 19, 1511, 51]
newspaper-name: முரசொலி	[817, 19, 928, 48]
role-label: அமைப்பாளர்:	[1157, 1924, 1232, 1937]
entry-paragraph	[1157, 493, 1511, 532]
role-label: அமைப்பாளர்:	[32, 1661, 107, 1674]
booth-entry	[782, 711, 1136, 750]
role-label: துணை அமைப்பாளர்கள்:	[1157, 1453, 1302, 1466]
booth-text: தி.அருண், காமராஜர் தெரு, ஆரம்பாக்கம், படப்பை, காஞ்சிபுரம்.	[867, 714, 1132, 747]
role-label: துணை அமைப்பாளர்கள்:	[32, 1903, 174, 1916]
entry-paragraph	[782, 1544, 1136, 1622]
issue-date: சென்னை 10.02.2026	[32, 20, 266, 47]
subsection-heading: பாக அமைப்பாளர்கள்:	[150, 1502, 268, 1515]
role-label: துணை அமைப்பாளர்கள்:	[1157, 541, 1307, 554]
section-heading: ஆத்தனஞ்சேரி கிளை –2	[1257, 668, 1411, 684]
entry-text: (1) செ.அஜ்ரேன், 12/63, நாவலூர், ஆரம்பாக்கம், கிழக்குத் தெரு, காஞ்சிபுரம். (2) செ.கோவிந்தராஜ், பெரியார் தெரு, நாவலூர், காஞ்சிபுரம். (3) ப.பாரதி, பிளாக்–19, கதவு–50, தமிழ்நாடு குடிசை மாற்று வாரியம், நாவலூர், காஞ்சிபுரம். (4) ராதினேஷ்குமார், பிளாக்–10, கதவு–26, தமிழ்நாடு குடிசை மாற்று வாரியம், நாவலூர், காஞ்சிபுரம். (5) சே.மணிகண்டன், பிளாக்–19, கதவு–33, தமிழ்நாடு குடிசை மாற்று வாரியம், நாவலூர், காஞ்சிபுரம்.	[782, 223, 1136, 353]
entry-paragraph	[32, 1396, 386, 1494]
role-label: அமைப்பாளர்:	[1157, 853, 1232, 866]
column-4	[1157, 81, 1511, 2369]
role-label: துணை அமைப்பாளர்கள்:	[407, 802, 547, 815]
role-label: அமைப்பாளர்:	[407, 1134, 482, 1147]
section-heading: உமையாள் பரணச்சேரி கிளை–1	[109, 1635, 309, 1650]
role-label: அமைப்பாளர்:	[407, 435, 482, 448]
role-label: துணை அமைப்பாளர்கள்:	[407, 262, 541, 275]
entry-text: க.ராஜ்குமார், பெருமாள் கோயில் தெரு, வட்டப்பாக்கம், செரப்பணஞ்சேரி, காஞ்சிபுரம்.	[32, 1234, 386, 1267]
entry-paragraph	[1157, 895, 1511, 1012]
entry-text: க.சரவணன், 2/26, ராட்டினக்கிணறு தெரு, உமையாள் பரணச்சேரி, குன்றத்தூர், காஞ்சிபுரம்.	[32, 1661, 386, 1693]
booth-number: பாகம் – 320 :	[782, 1695, 854, 1708]
role-label: துணை அமைப்பாளர்கள்:	[32, 805, 170, 818]
entry-paragraph	[407, 81, 761, 178]
role-label: துணை அமைப்பாளர்கள்:	[407, 1505, 539, 1518]
